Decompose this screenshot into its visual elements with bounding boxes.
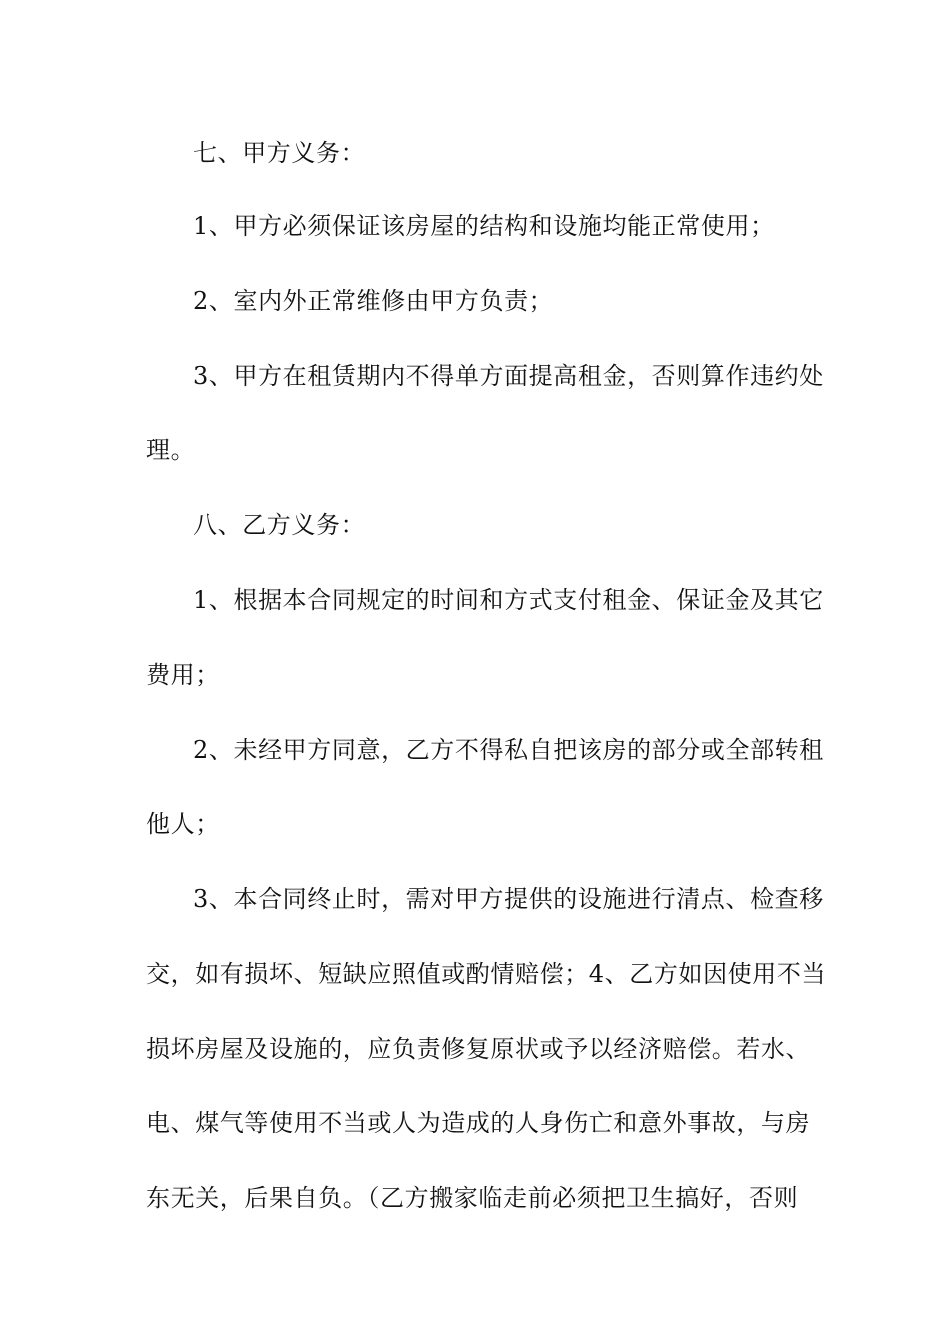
paragraph-line: 费用； xyxy=(146,661,220,689)
paragraph-line: 1、根据本合同规定的时间和方式支付租金、保证金及其它 xyxy=(193,586,824,614)
paragraph-line: 交，如有损坏、短缺应照值或酌情赔偿；4、乙方如因使用不当 xyxy=(146,960,827,988)
paragraph-line: 他人； xyxy=(146,810,220,838)
paragraph-line: 损坏房屋及设施的，应负责修复原状或予以经济赔偿。若水、 xyxy=(146,1035,811,1063)
paragraph-line: 2、未经甲方同意，乙方不得私自把该房的部分或全部转租 xyxy=(193,736,824,764)
paragraph-line: 3、甲方在租赁期内不得单方面提高租金，否则算作违约处 xyxy=(193,362,824,390)
paragraph-line: 1、甲方必须保证该房屋的结构和设施均能正常使用； xyxy=(193,212,775,240)
section-heading-party-a-obligations: 七、甲方义务： xyxy=(193,139,366,167)
paragraph-line: 电、煤气等使用不当或人为造成的人身伤亡和意外事故，与房 xyxy=(146,1109,811,1137)
paragraph-line: 2、室内外正常维修由甲方负责； xyxy=(193,287,554,315)
paragraph-line: 理。 xyxy=(146,436,196,464)
section-heading-party-b-obligations: 八、乙方义务： xyxy=(193,511,366,539)
paragraph-line: 东无关，后果自负。（乙方搬家临走前必须把卫生搞好，否则 xyxy=(146,1184,799,1212)
paragraph-line: 3、本合同终止时，需对甲方提供的设施进行清点、检查移 xyxy=(193,885,824,913)
